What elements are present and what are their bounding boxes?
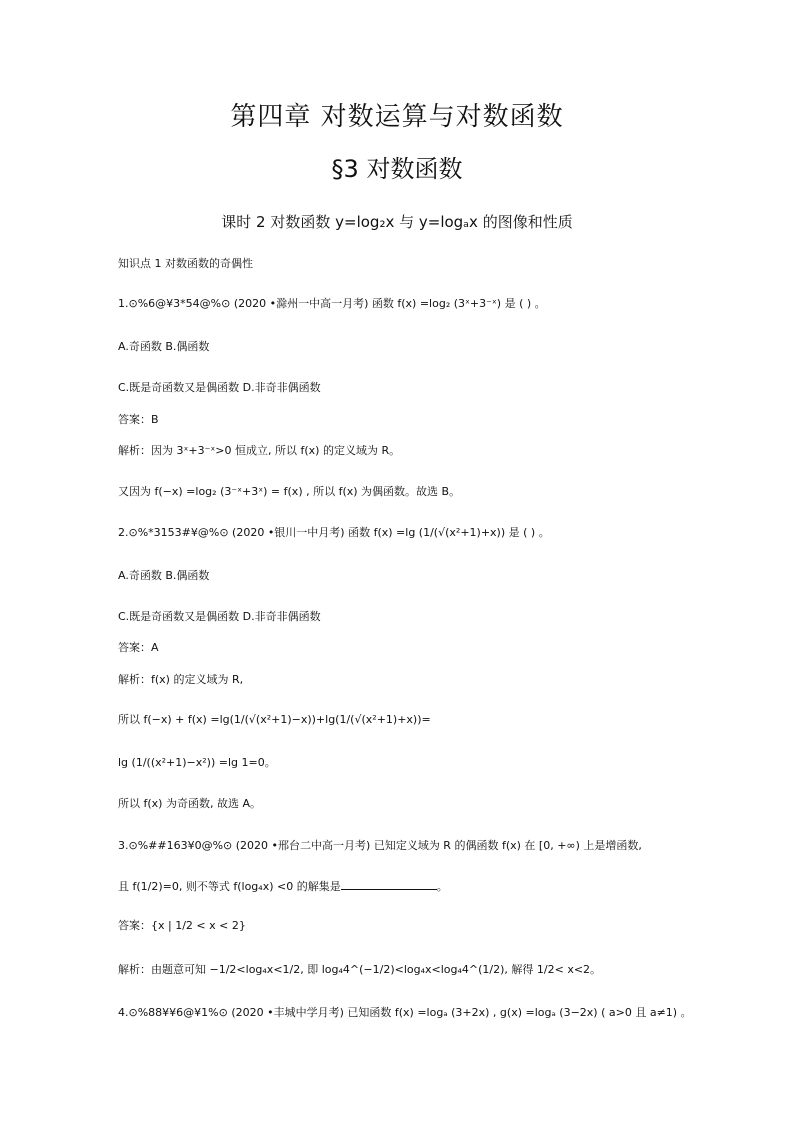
question-3-stem-1: 3.⊙%##163¥0@%⊙ (2020 •邢台二中高一月考) 已知定义域为 R 的偶函数 f(x) 在 [0, +∞) 上是增函数,: [118, 839, 642, 852]
question-2-analysis-4: 所以 f(x) 为奇函数, 故选 A。: [118, 797, 261, 810]
question-1-stem: 1.⊙%6@¥3*54@%⊙ (2020 •滁州一中高一月考) 函数 f(x) =log₂ (3ˣ+3⁻ˣ) 是 ( ) 。: [118, 297, 546, 310]
question-2-options-cd: C.既是奇函数又是偶函数 D.非奇非偶函数: [118, 610, 321, 623]
chapter-title: 第四章 对数运算与对数函数: [230, 102, 564, 132]
question-4-stem: 4.⊙%88¥¥6@¥1%⊙ (2020 •丰城中学月考) 已知函数 f(x) =logₐ (3+2x) , g(x) =logₐ (3−2x) ( a>0 且 a≠1) 。: [118, 1006, 692, 1019]
question-3-answer: 答案：{x | 1/2 < x < 2}: [118, 919, 246, 932]
question-3-analysis: 解析：由题意可知 −1/2<log₄x<1/2, 即 log₄4^(−1/2)<log₄x<log₄4^(1/2), 解得 1/2< x<2。: [118, 963, 602, 976]
question-2-stem: 2.⊙%*3153#¥@%⊙ (2020 •银川一中月考) 函数 f(x) =lg (1/(√(x²+1)+x)) 是 ( ) 。: [118, 526, 550, 539]
question-2-answer: 答案：A: [118, 641, 159, 654]
lesson-title: 课时 2 对数函数 y=log₂x 与 y=logₐx 的图像和性质: [221, 213, 573, 231]
question-1-analysis-1: 解析：因为 3ˣ+3⁻ˣ>0 恒成立, 所以 f(x) 的定义域为 R。: [118, 444, 401, 457]
question-1-options-ab: A.奇函数 B.偶函数: [118, 340, 210, 353]
period: 。: [436, 880, 448, 893]
answer-blank: [341, 879, 437, 890]
question-1-answer: 答案：B: [118, 413, 159, 426]
question-1-analysis-2: 又因为 f(−x) =log₂ (3⁻ˣ+3ˣ) = f(x) , 所以 f(x) 为偶函数。故选 B。: [118, 485, 461, 498]
question-2-analysis-3: lg (1/((x²+1)−x²)) =lg 1=0。: [118, 756, 276, 769]
question-2-options-ab: A.奇函数 B.偶函数: [118, 569, 210, 582]
question-1-options-cd: C.既是奇函数又是偶函数 D.非奇非偶函数: [118, 381, 321, 394]
question-3-stem-2-text: 且 f(1/2)=0, 则不等式 f(log₄x) <0 的解集是: [118, 880, 341, 893]
knowledge-point-heading: 知识点 1 对数函数的奇偶性: [118, 257, 253, 270]
section-title: §3 对数函数: [331, 155, 463, 183]
question-2-analysis-1: 解析：f(x) 的定义域为 R,: [118, 673, 244, 686]
question-2-analysis-2: 所以 f(−x) + f(x) =lg(1/(√(x²+1)−x))+lg(1/(√(x²+1)+x))=: [118, 713, 431, 726]
question-3-stem-2: [118, 879, 448, 895]
